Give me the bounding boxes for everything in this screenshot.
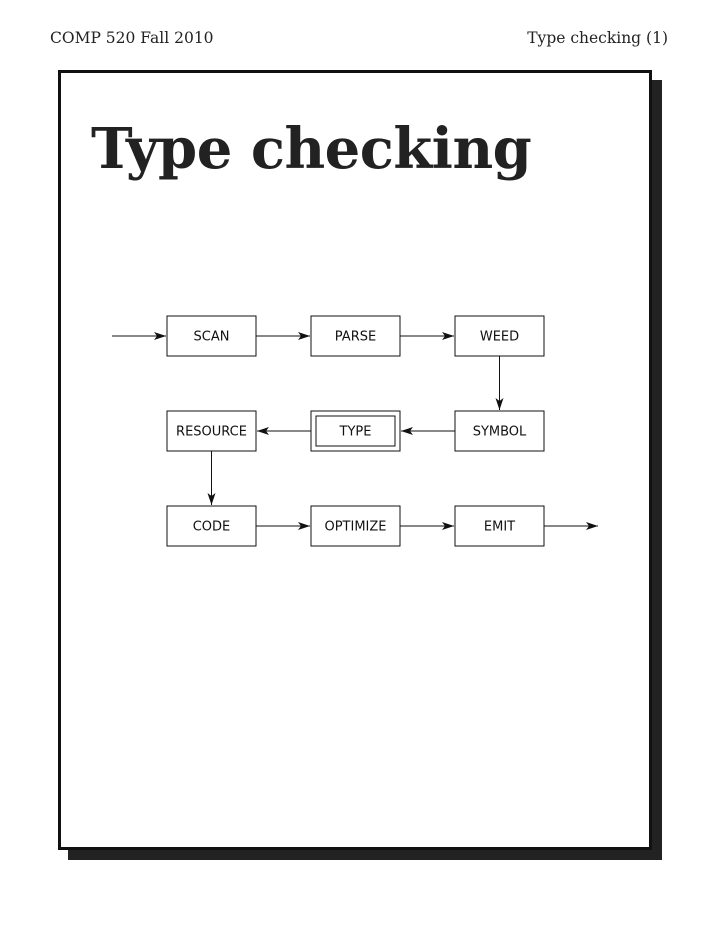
header-course-label: COMP 520 Fall 2010 (50, 29, 214, 47)
stage-box-resource (167, 411, 256, 451)
stage-label-code: CODE (192, 519, 231, 535)
stage-box-parse (311, 316, 400, 356)
stage-label-resource: RESOURCE (176, 424, 247, 440)
slide-title: Type checking (91, 116, 532, 182)
header-slide-label: Type checking (1) (527, 29, 668, 47)
stage-label-type: TYPE (339, 424, 372, 440)
stage-box-emit (455, 506, 544, 546)
stage-box-scan (167, 316, 256, 356)
stage-label-optimize: OPTIMIZE (324, 519, 387, 535)
stage-box-symbol (455, 411, 544, 451)
stage-label-scan: SCAN (193, 329, 230, 345)
stage-label-symbol: SYMBOL (472, 424, 527, 440)
stage-label-parse: PARSE (334, 329, 377, 345)
stage-label-weed: WEED (479, 329, 520, 345)
stage-box-code (167, 506, 256, 546)
stage-box-type (311, 411, 400, 451)
stage-box-weed (455, 316, 544, 356)
stage-label-emit: EMIT (483, 519, 516, 535)
stage-box-optimize (311, 506, 400, 546)
